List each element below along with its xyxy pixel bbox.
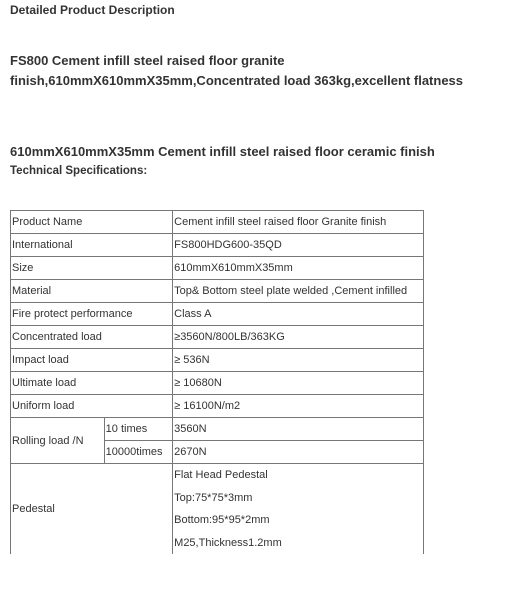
- spec-label: Size: [11, 257, 173, 280]
- spec-row-rolling-load-10: [11, 418, 424, 441]
- spec-label: Uniform load: [11, 395, 173, 418]
- spec-value: Cement infill steel raised floor Granite finish: [173, 211, 424, 234]
- spec-label: Material: [11, 280, 173, 303]
- spec-label: Ultimate load: [11, 372, 173, 395]
- spec-value: ≥ 10680N: [173, 372, 424, 395]
- spec-value: ≥3560N/800LB/363KG: [173, 326, 424, 349]
- spec-row-product-name: [11, 211, 424, 234]
- spec-row-material: [11, 280, 424, 303]
- spec-row-concentrated-load: [11, 326, 424, 349]
- pedestal-line: M25,Thickness1.2mm: [174, 536, 282, 549]
- product-headline: FS800 Cement infill steel raised floor granite finish,610mmX610mmX35mm,Concentrated load 363kg,excellent flatness: [10, 53, 464, 88]
- spec-value: ≥ 16100N/m2: [173, 395, 424, 418]
- product-subheadline: 610mmX610mmX35mm Cement infill steel raised floor ceramic finish: [10, 144, 435, 159]
- pedestal-line: Flat Head Pedestal: [174, 469, 268, 481]
- rolling-load-value: 2670N: [173, 441, 424, 464]
- spec-value: Class A: [173, 303, 424, 326]
- spec-row-ultimate-load: [11, 372, 424, 395]
- pedestal-label: Pedestal: [11, 464, 173, 555]
- spec-table: [10, 210, 424, 554]
- rolling-load-value: 3560N: [173, 418, 424, 441]
- spec-value: FS800HDG600-35QD: [173, 234, 424, 257]
- spec-row-impact-load: [11, 349, 424, 372]
- spec-label: Impact load: [11, 349, 173, 372]
- spec-row-size: [11, 257, 424, 280]
- spec-row-pedestal: [11, 464, 424, 555]
- spec-value: Top& Bottom steel plate welded ,Cement infilled: [173, 280, 424, 303]
- spec-row-fire-protect: [11, 303, 424, 326]
- spec-label: International: [11, 234, 173, 257]
- section-heading: Detailed Product Description: [10, 3, 175, 17]
- pedestal-line: Bottom:95*95*2mm: [174, 514, 270, 526]
- rolling-load-sub-label: 10 times: [104, 418, 172, 441]
- pedestal-line: Top:75*75*3mm: [174, 491, 253, 504]
- rolling-load-label: Rolling load /N: [11, 418, 105, 464]
- spec-value: 610mmX610mmX35mm: [173, 257, 424, 280]
- spec-label: Fire protect performance: [11, 303, 173, 326]
- spec-title: Technical Specifications:: [10, 165, 148, 177]
- pedestal-value: [173, 464, 424, 555]
- spec-label: Product Name: [11, 211, 173, 234]
- spec-row-international: [11, 234, 424, 257]
- spec-value: ≥ 536N: [173, 349, 424, 372]
- spec-label: Concentrated load: [11, 326, 173, 349]
- rolling-load-sub-label: 10000times: [104, 441, 172, 464]
- spec-row-uniform-load: [11, 395, 424, 418]
